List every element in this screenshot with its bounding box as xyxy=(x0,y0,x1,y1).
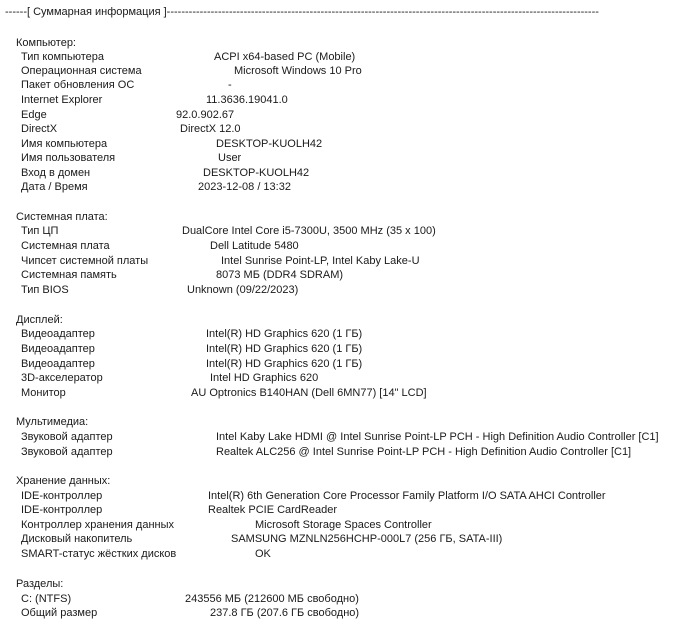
row-label: Звуковой адаптер xyxy=(21,431,113,443)
row-value: Realtek PCIE CardReader xyxy=(208,504,338,516)
row-value: 2023-12-08 / 13:32 xyxy=(198,181,291,193)
row-label: Видеоадаптер xyxy=(21,328,95,340)
row-value: Intel(R) HD Graphics 620 (1 ГБ) xyxy=(206,328,363,340)
row-label: Чипсет системной платы xyxy=(21,255,149,267)
row-label: Звуковой адаптер xyxy=(21,446,113,458)
row-value: DESKTOP-KUOLH42 xyxy=(203,167,310,179)
row-value: 237.8 ГБ (207.6 ГБ свободно) xyxy=(210,607,360,619)
row-label: Тип BIOS xyxy=(21,284,69,296)
row-label: Тип компьютера xyxy=(21,51,104,63)
row-value: - xyxy=(228,79,232,91)
row-value: 8073 МБ (DDR4 SDRAM) xyxy=(216,269,344,281)
row-value: Intel HD Graphics 620 xyxy=(210,372,319,384)
row-value: DESKTOP-KUOLH42 xyxy=(216,138,323,150)
row-value: Realtek ALC256 @ Intel Sunrise Point-LP PCH - High Definition Audio Controller [C1] xyxy=(216,446,632,458)
row-label: Общий размер xyxy=(21,607,98,619)
section-title-storage: Хранение данных: xyxy=(16,475,111,487)
row-label: Системная память xyxy=(21,269,117,281)
row-label: Пакет обновления ОС xyxy=(21,79,135,91)
row-label: C: (NTFS) xyxy=(21,593,72,605)
row-label: Дисковый накопитель xyxy=(21,533,133,545)
section-title-display: Дисплей: xyxy=(16,314,63,326)
row-value: Intel(R) HD Graphics 620 (1 ГБ) xyxy=(206,358,363,370)
row-label: Операционная система xyxy=(21,65,142,77)
row-label: 3D-акселератор xyxy=(21,372,103,384)
row-value: 92.0.902.67 xyxy=(176,109,235,121)
row-label: DirectX xyxy=(21,123,58,135)
row-value: 11.3636.19041.0 xyxy=(206,94,288,106)
section-title-computer: Компьютер: xyxy=(16,37,76,49)
row-label: Edge xyxy=(21,109,47,121)
section-title-partitions: Разделы: xyxy=(16,578,64,590)
row-value: DirectX 12.0 xyxy=(180,123,241,135)
row-value: OK xyxy=(255,548,271,560)
row-label: Internet Explorer xyxy=(21,94,103,106)
row-label: IDE-контроллер xyxy=(21,490,103,502)
row-value: User xyxy=(218,152,242,164)
row-label: IDE-контроллер xyxy=(21,504,103,516)
row-value: Microsoft Storage Spaces Controller xyxy=(255,519,432,531)
row-label: Имя компьютера xyxy=(21,138,108,150)
row-label: Контроллер хранения данных xyxy=(21,519,175,531)
row-label: Системная плата xyxy=(21,240,110,252)
row-label: Имя пользователя xyxy=(21,152,116,164)
row-label: Вход в домен xyxy=(21,167,91,179)
row-label: SMART-статус жёстких дисков xyxy=(21,548,177,560)
row-value: Microsoft Windows 10 Pro xyxy=(234,65,362,77)
row-label: Тип ЦП xyxy=(21,225,59,237)
row-value: Intel(R) 6th Generation Core Processor Family Platform I/O SATA AHCI Controller xyxy=(208,490,606,502)
row-label: Дата / Время xyxy=(21,181,88,193)
row-value: Unknown (09/22/2023) xyxy=(187,284,299,296)
row-label: Видеоадаптер xyxy=(21,343,95,355)
summary-header: ------[ Суммарная информация ]---------------------------------------------------------------------------------------------------------------------- xyxy=(5,6,599,18)
row-label: Монитор xyxy=(21,387,66,399)
row-label: Видеоадаптер xyxy=(21,358,95,370)
row-value: AU Optronics B140HAN (Dell 6MN77) [14" LCD] xyxy=(191,387,427,399)
row-value: Intel Kaby Lake HDMI @ Intel Sunrise Point-LP PCH - High Definition Audio Controller [C1] xyxy=(216,431,659,443)
row-value: SAMSUNG MZNLN256HCHP-000L7 (256 ГБ, SATA-III) xyxy=(231,533,503,545)
row-value: Intel(R) HD Graphics 620 (1 ГБ) xyxy=(206,343,363,355)
row-value: Dell Latitude 5480 xyxy=(210,240,299,252)
row-value: Intel Sunrise Point-LP, Intel Kaby Lake-U xyxy=(221,255,420,267)
row-value: DualCore Intel Core i5-7300U, 3500 MHz (35 x 100) xyxy=(182,225,436,237)
row-value: ACPI x64-based PC (Mobile) xyxy=(214,51,356,63)
section-title-multimedia: Мультимедиа: xyxy=(16,416,89,428)
section-title-motherboard: Системная плата: xyxy=(16,211,108,223)
row-value: 243556 МБ (212600 МБ свободно) xyxy=(185,593,359,605)
